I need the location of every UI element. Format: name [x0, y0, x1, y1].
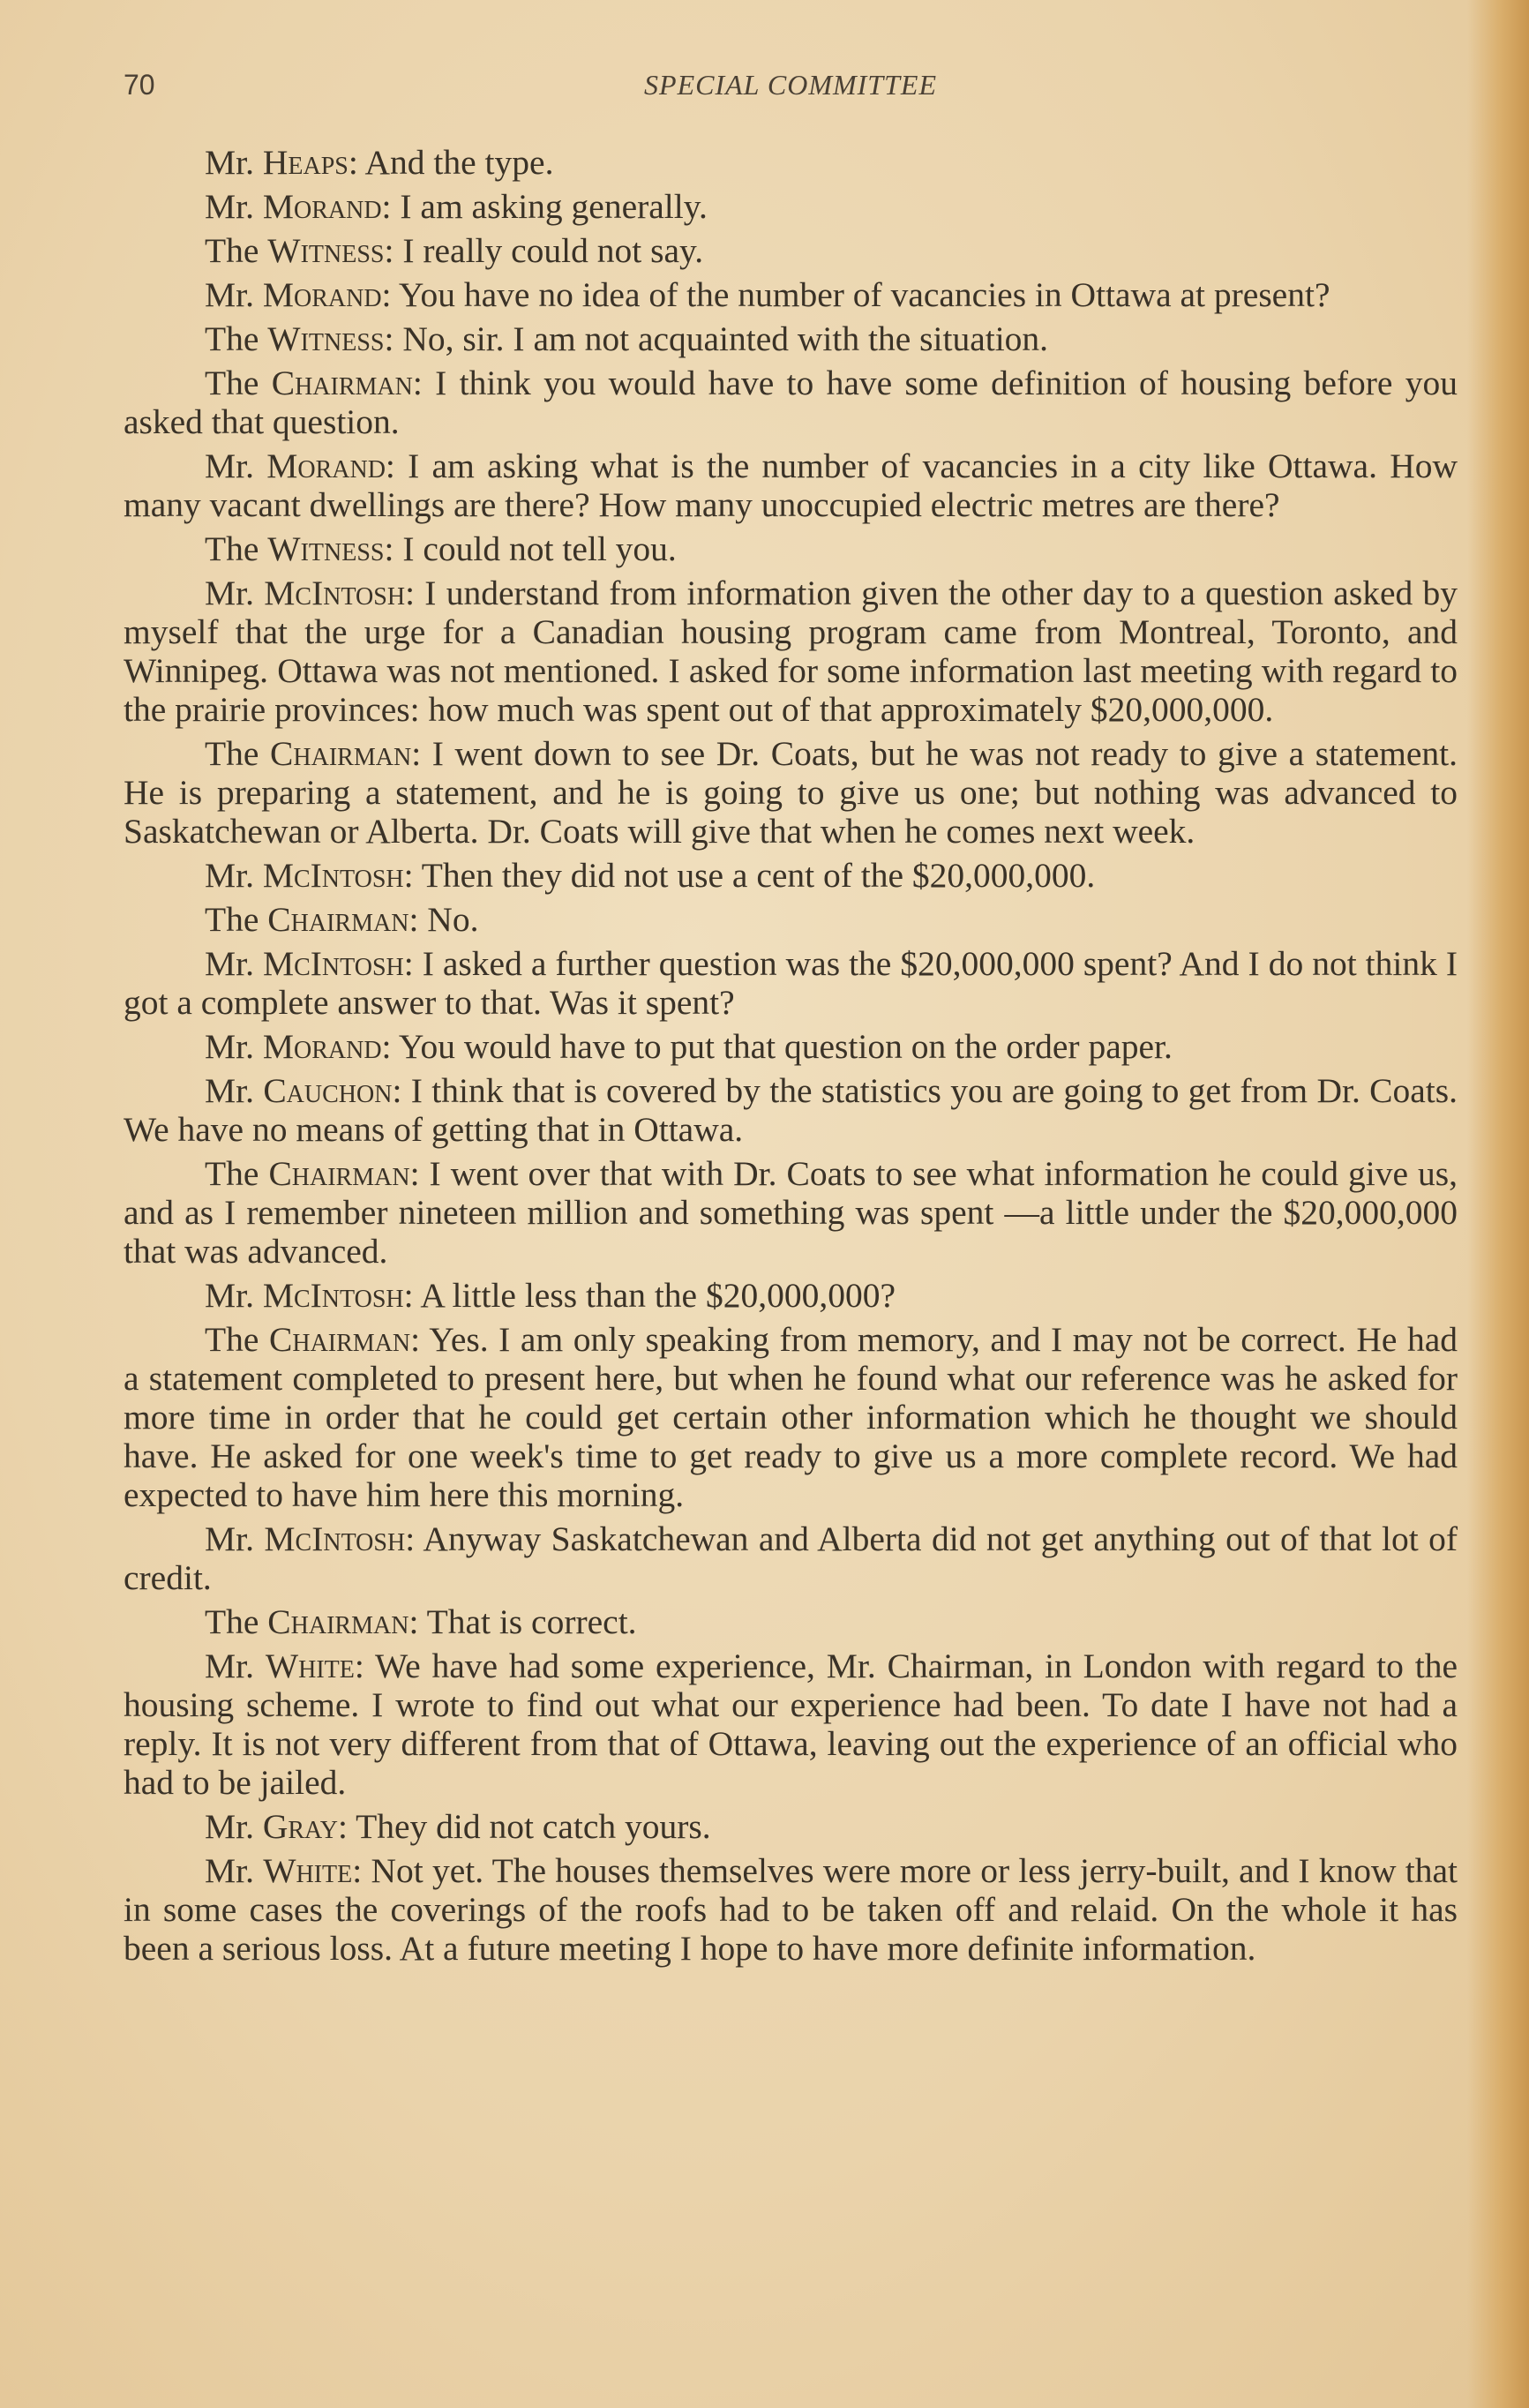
speaker-name: McIntosh — [264, 574, 406, 612]
running-header — [124, 62, 1458, 115]
speaker-prefix: Mr. — [205, 143, 254, 182]
paragraph-text: : Then they did not use a cent of the $20,000,000. — [403, 856, 1096, 895]
paragraph-text: : I could not tell you. — [384, 529, 677, 568]
paragraph-text: : I am asking generally. — [381, 187, 708, 226]
paragraph-text: : Yes. I am only speaking from memory, and I may not be correct. He had a statement completed to present here, but when he found what our reference was he asked for more time in order that he could get certain other information which he thought we should have. He asked for one week's time to get ready to give us a more complete record. We had expected to have him here this morning. — [124, 1320, 1458, 1514]
speaker-name: Morand — [266, 446, 386, 485]
speaker-prefix: Mr. — [205, 574, 254, 612]
paragraph — [124, 364, 1458, 441]
speaker-prefix: Mr. — [205, 1027, 254, 1066]
body-text — [124, 143, 1458, 1968]
speaker-prefix: The — [205, 364, 259, 402]
speaker-name: Gray — [262, 1807, 338, 1846]
speaker-prefix: The — [205, 319, 259, 358]
speaker-name: Morand — [262, 275, 382, 314]
speaker-name: Witness — [267, 529, 385, 568]
speaker-name: Morand — [262, 1027, 382, 1066]
speaker-name: McIntosh — [262, 856, 404, 895]
speaker-prefix: Mr. — [205, 275, 254, 314]
speaker-prefix: The — [205, 529, 259, 568]
paragraph — [124, 1647, 1458, 1802]
paragraph — [124, 1276, 1458, 1315]
paragraph-text: : I understand from information given the other day to a question asked by myself that the urge for a Canadian housing program came from Montreal, Toronto, and Winnipeg. Ottawa was not mentioned. I asked for some information last meeting with regard to the prairie provinces: how much was spent out of that approximately $20,000,000. — [124, 574, 1458, 729]
paragraph-text: : I went down to see Dr. Coats, but he was not ready to give a statement. He is preparing a statement, and he is going to give us one; but nothing was advanced to Saskatchewan or Alberta. Dr. Coats will give that when he comes next week. — [124, 734, 1458, 851]
paragraph — [124, 1071, 1458, 1149]
paragraph — [124, 734, 1458, 851]
speaker-name: Heaps — [262, 143, 349, 182]
paragraph — [124, 1602, 1458, 1641]
paragraph — [124, 143, 1458, 182]
paragraph — [124, 856, 1458, 895]
paragraph-text: : I think you would have to have some definition of housing before you asked that question. — [124, 364, 1458, 441]
speaker-prefix: The — [205, 231, 259, 270]
speaker-name: Chairman — [267, 1602, 409, 1641]
paragraph — [124, 1027, 1458, 1066]
speaker-prefix: Mr. — [205, 1647, 254, 1685]
speaker-prefix: The — [205, 734, 259, 773]
paragraph — [124, 187, 1458, 226]
paragraph — [124, 1320, 1458, 1514]
paragraph — [124, 944, 1458, 1022]
speaker-prefix: The — [205, 1320, 259, 1359]
paragraph — [124, 446, 1458, 524]
header-title: SPECIAL COMMITTEE — [644, 69, 937, 101]
paragraph — [124, 1154, 1458, 1271]
speaker-prefix: Mr. — [205, 1276, 254, 1315]
paragraph — [124, 900, 1458, 939]
speaker-prefix: Mr. — [205, 1071, 254, 1110]
speaker-prefix: The — [205, 900, 259, 939]
speaker-name: Chairman — [271, 364, 413, 402]
paragraph-text: : That is correct. — [408, 1602, 637, 1641]
paragraph-text: : I asked a further question was the $20,000,000 spent? And I do not think I got a complete answer to that. Was it spent? — [124, 944, 1458, 1022]
page-number: 70 — [124, 69, 155, 101]
speaker-name: White — [263, 1851, 353, 1890]
paragraph — [124, 275, 1458, 314]
speaker-name: Cauchon — [263, 1071, 393, 1110]
speaker-name: Morand — [262, 187, 382, 226]
speaker-name: White — [265, 1647, 355, 1685]
speaker-prefix: Mr. — [205, 1519, 254, 1558]
paragraph-text: : I really could not say. — [384, 231, 704, 270]
speaker-prefix: The — [205, 1154, 259, 1193]
document-page — [124, 62, 1458, 1973]
paragraph-text: : No, sir. I am not acquainted with the situation. — [384, 319, 1049, 358]
paragraph-text: : You have no idea of the number of vacancies in Ottawa at present? — [381, 275, 1330, 314]
speaker-name: McIntosh — [262, 1276, 404, 1315]
paragraph-text: : You would have to put that question on the order paper. — [381, 1027, 1173, 1066]
paragraph — [124, 529, 1458, 568]
paragraph-text: : I am asking what is the number of vacancies in a city like Ottawa. How many vacant dwellings are there? How many unoccupied electric metres are there? — [124, 446, 1458, 524]
paragraph — [124, 319, 1458, 358]
paragraph — [124, 231, 1458, 270]
paragraph — [124, 1807, 1458, 1846]
paragraph-text: : A little less than the $20,000,000? — [403, 1276, 896, 1315]
paragraph — [124, 574, 1458, 729]
speaker-prefix: Mr. — [205, 187, 254, 226]
paragraph-text: : Anyway Saskatchewan and Alberta did not get anything out of that lot of credit. — [124, 1519, 1458, 1597]
speaker-name: McIntosh — [262, 944, 404, 983]
speaker-prefix: Mr. — [205, 1851, 254, 1890]
speaker-prefix: The — [205, 1602, 259, 1641]
speaker-name: Chairman — [270, 734, 412, 773]
speaker-prefix: Mr. — [205, 446, 254, 485]
paragraph-text: : We have had some experience, Mr. Chairman, in London with regard to the housing scheme. I wrote to find out what our experience had been. To date I have not had a reply. It is not very different from that of Ottawa, leaving out the experience of an official who had to be jailed. — [124, 1647, 1458, 1802]
paragraph-text: : I went over that with Dr. Coats to see what information he could give us, and as I remember nineteen million and something was spent —a little under the $20,000,000 that was advanced. — [124, 1154, 1458, 1271]
paragraph-text: : Not yet. The houses themselves were more or less jerry-built, and I know that in some cases the coverings of the roofs had to be taken off and relaid. On the whole it has been a serious loss. At a future meeting I hope to have more definite information. — [124, 1851, 1458, 1968]
page-edge-shadow — [1467, 0, 1529, 2408]
paragraph-text: : No. — [408, 900, 479, 939]
speaker-prefix: Mr. — [205, 856, 254, 895]
speaker-name: Witness — [267, 319, 385, 358]
speaker-name: Witness — [267, 231, 385, 270]
paragraph — [124, 1851, 1458, 1968]
speaker-name: McIntosh — [264, 1519, 406, 1558]
paragraph — [124, 1519, 1458, 1597]
paragraph-text: : I think that is covered by the statistics you are going to get from Dr. Coats. We have no means of getting that in Ottawa. — [124, 1071, 1458, 1149]
speaker-name: Chairman — [269, 1320, 411, 1359]
speaker-prefix: Mr. — [205, 1807, 254, 1846]
speaker-name: Chairman — [267, 900, 409, 939]
paragraph-text: : And the type. — [348, 143, 554, 182]
paragraph-text: : They did not catch yours. — [337, 1807, 711, 1846]
speaker-prefix: Mr. — [205, 944, 254, 983]
speaker-name: Chairman — [268, 1154, 410, 1193]
